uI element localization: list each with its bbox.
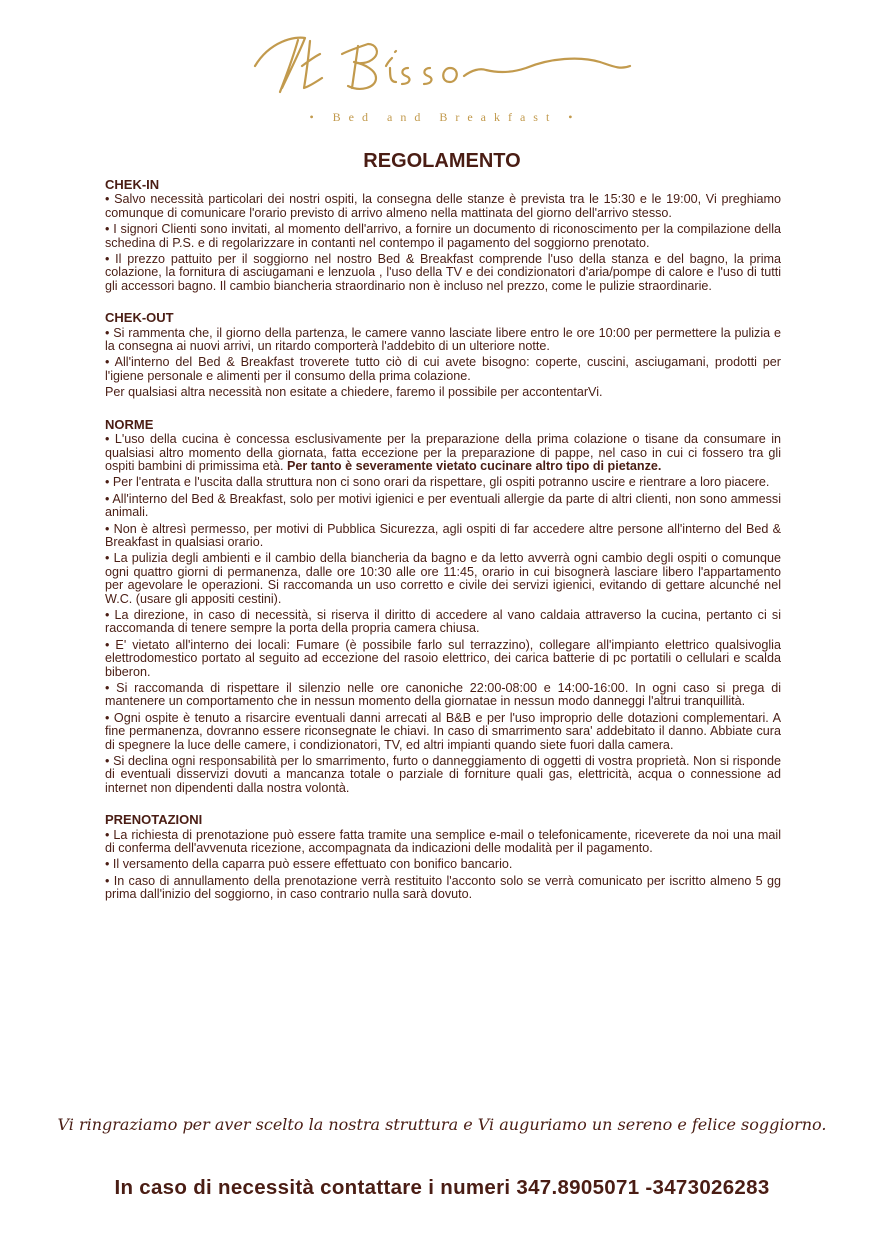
checkout-para-3: Per qualsiasi altra necessità non esitate a chiedere, faremo il possibile per accontentarVi. — [105, 385, 603, 400]
section-title-checkin: CHEK-IN — [105, 177, 160, 192]
norme-para-1 — [105, 433, 781, 473]
thanks-message: Vi ringraziamo per aver scelto la nostra struttura e Vi auguriamo un sereno e felice soggiorno. — [57, 1115, 827, 1134]
norme-para-7: • E' vietato all'interno dei locali: Fumare (è possibile farlo sul terrazzino), collegare all'impianto elettrico qualsivoglia elettrodomestico portato al seguito ad eccezione del rasoio elettrico, dei carica batterie di pc portatili o cellulari e scalda biberon. — [105, 637, 781, 679]
norme-para-2: • Per l'entrata e l'uscita dalla struttura non ci sono orari da rispettare, gli ospiti potranno uscire e rientrare a loro piacere. — [105, 475, 770, 490]
checkout-para-1: • Si rammenta che, il giorno della partenza, le camere vanno lasciate libere entro le ore 10:00 per permettere la pulizia e la consegna ai nuovi arrivi, un ritardo comporterà l'addebito di un ulteriore notte. — [105, 325, 781, 354]
prenotazioni-para-2: • Il versamento della caparra può essere effettuato con bonifico bancario. — [105, 857, 513, 872]
section-norme — [105, 418, 781, 796]
norme-bold-note: Per tanto è severamente vietato cucinare altro tipo di pietanze. — [286, 458, 662, 473]
norme-para-10: • Si declina ogni responsabilità per lo smarrimento, furto o danneggiamento di oggetti di vostra proprietà. Non si risponde di eventuali disservizi dovuti a mancanza totale o parziale di forniture quali gas, elettricità, acqua o connessione ad internet non dipendenti dalla nostra volontà. — [105, 754, 781, 795]
section-prenotazioni — [105, 813, 781, 901]
norme-para-5: • La pulizia degli ambienti e il cambio della biancheria da bagno e da letto avverrà ogni cambio degli ospiti o comunque ogni quattro giorni di permanenza, dalle ore 10:30 alle ore 11:45, orario in cui bisognerà lasciare libero l'appartamento per agevolare le operazioni. Si raccomanda un uso corretto e civile dei servizi igienici, evitando di gettare alcunché nel W.C. (usare gli appositi cestini). — [105, 551, 781, 606]
page-title: REGOLAMENTO — [363, 150, 521, 172]
prenotazioni-para-1: • La richiesta di prenotazione può essere fatta tramite una semplice e-mail o telefonicamente, riceverete da noi una mail di conferma dell'avvenuta ricezione, accompagnata da indicazioni delle modalità per il pagamento. — [105, 827, 781, 856]
section-title-checkout: CHEK-OUT — [105, 310, 174, 326]
section-checkout — [105, 311, 781, 399]
norme-para-4: • Non è altresì permesso, per motivi di Pubblica Sicurezza, agli ospiti di far accedere altre persone all'interno del Bed & Breakfast in qualsiasi orario. — [105, 521, 781, 549]
norme-para-3: • All'interno del Bed & Breakfast, solo per motivi igienici e per eventuali allergie da parte di altri clienti, non sono ammessi animali. — [105, 491, 781, 520]
checkin-para-1: • Salvo necessità particolari dei nostri ospiti, la consegna delle stanze è prevista tra le 15:30 e le 19:00, Vi preghiamo comunque di comunicare l'orario previsto di arrivo almeno nella mattinata del giorno dell'arrivo stesso. — [105, 192, 781, 220]
norme-para-1-text: • L'uso della cucina è concessa esclusivamente per la preparazione della prima colazione o tisane da consumare in qualsiasi altro momento della giornata, fatta eccezione per la preparazione di pappe, nel caso in cui ci fossero tra gli ospiti bambini di primissima età. — [105, 432, 781, 473]
norme-para-6: • La direzione, in caso di necessità, si riserva il diritto di accedere al vano caldaia attraverso la cucina, pertanto ci si raccomanda di tenere sempre la porta della propria camera chiusa. — [105, 607, 781, 636]
prenotazioni-para-3: • In caso di annullamento della prenotazione verrà restituito l'acconto solo se verrà comunicato per iscritto almeno 5 gg prima dall'inizio del soggiorno, in caso contrario nulla sarà dovuto. — [105, 873, 781, 902]
rules-content — [105, 178, 781, 920]
checkin-para-3: • Il prezzo pattuito per il soggiorno nel nostro Bed & Breakfast comprende l'uso della stanza e del bagno, la prima colazione, la fornitura di asciugamani e lenzuola , l'uso della TV e dei condizionatori d'aria/pompe di calore e l'uso di tutti gli accessori bagno. Il cambio biancheria straordinario non è incluso nel prezzo, come le pulizie straordinarie. — [105, 252, 781, 293]
logo-signature — [250, 26, 640, 106]
section-title-norme: NORME — [105, 416, 154, 432]
checkout-para-2: • All'interno del Bed & Breakfast troverete tutto ciò di cui avete bisogno: coperte, cuscini, asciugamani, prodotti per l'igiene personale e alimenti per il consumo della prima colazione. — [105, 355, 781, 383]
contact-numbers: In caso di necessità contattare i numeri 347.8905071 -3473026283 — [114, 1176, 770, 1199]
section-checkin — [105, 178, 781, 293]
tagline: • Bed and Breakfast • — [309, 110, 581, 124]
section-title-prenotazioni: PRENOTAZIONI — [105, 812, 203, 828]
logo — [250, 26, 640, 136]
norme-para-9: • Ogni ospite è tenuto a risarcire eventuali danni arrecati al B&B e per l'uso improprio delle dotazioni complementari. A fine permanenza, dovranno essere riconsegnate le chiavi. In caso di smarrimento sara' addebitato il danno. Abbiate cura di spegnere la luce delle camere, i condizionatori, TV, ed altri impianti quando siete fuori dalla camera. — [105, 710, 781, 752]
norme-para-8: • Si raccomanda di rispettare il silenzio nelle ore canoniche 22:00-08:00 e 14:00-16:00. In ogni caso si prega di mantenere un comportamento che in nessun momento della giornatae in nessun modo danneggi l'altrui tranquillità. — [105, 681, 781, 709]
checkin-para-2: • I signori Clienti sono invitati, al momento dell'arrivo, a fornire un documento di riconoscimento per la compilazione della schedina di P.S. e di regolarizzare in contanti nel contempo il pagamento del soggiorno prenotato. — [105, 222, 781, 250]
